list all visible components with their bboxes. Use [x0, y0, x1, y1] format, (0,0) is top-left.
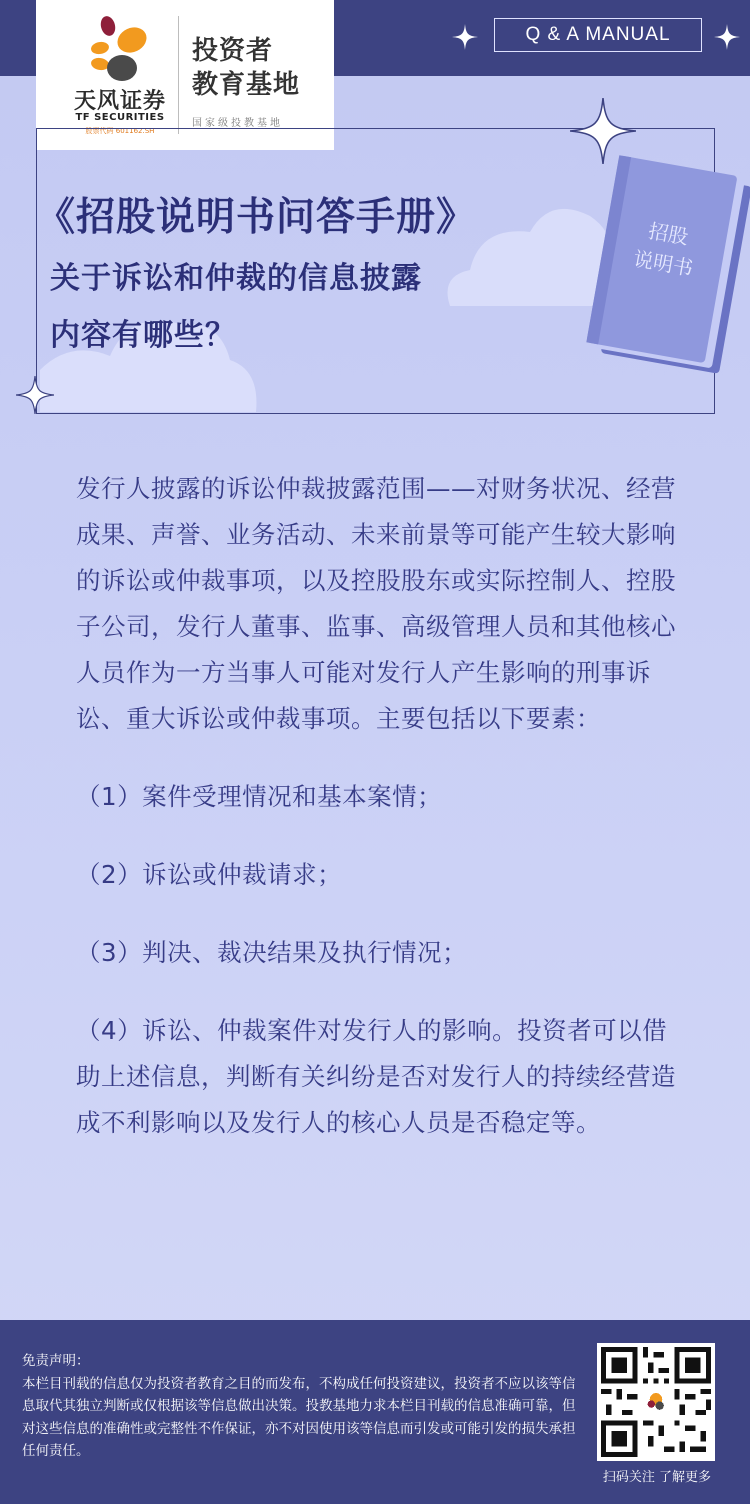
disclaimer-text: 本栏目刊载的信息仅为投资者教育之目的而发布，不构成任何投资建议，投资者不应以该等信息取代其独立判断或仅根据该等信息做出决策。投教基地力求本栏目刊载的信息准确可靠，但对这些信息的准确性或完整性不作保证，亦不对因使用该等信息而引发或可能引发的损失承担任何责任。 — [22, 1375, 576, 1459]
logo-divider — [178, 16, 179, 134]
stock-code: 股票代码 601162.SH — [85, 127, 155, 135]
book-label-line1: 招股 — [646, 218, 691, 250]
brand-name-cn: 天风证券 — [73, 89, 166, 114]
answer-content — [76, 466, 676, 1178]
answer-item-2: （2）诉讼或仲裁请求； — [76, 860, 343, 889]
sparkle-icon — [16, 376, 54, 414]
base-title-line1: 投资者 — [192, 36, 274, 66]
brand-name-en: TF SECURITIES — [75, 112, 165, 123]
qr-code-icon — [601, 1347, 711, 1457]
disclaimer — [22, 1350, 582, 1463]
qa-manual-tag: Q & A MANUAL — [494, 18, 702, 52]
book-label-line2: 说明书 — [631, 246, 695, 281]
base-title-line2: 教育基地 — [192, 70, 301, 100]
answer-intro: 发行人披露的诉讼仲裁披露范围——对财务状况、经营成果、声誉、业务活动、未来前景等可能产生较大影响的诉讼或仲裁事项，以及控股股东或实际控制人、控股子公司，发行人董事、监事、高级管理人员和其他核心人员作为一方当事人可能对发行人产生影响的刑事诉讼、重大诉讼或仲裁事项。主要包括以下要素： — [76, 474, 676, 733]
prospectus-book-icon — [560, 150, 750, 390]
education-base-title — [192, 34, 328, 102]
question-line1: 关于诉讼和仲裁的信息披露 — [50, 261, 422, 296]
answer-item-1: （1）案件受理情况和基本案情； — [76, 782, 443, 811]
sparkle-icon — [714, 24, 740, 50]
sparkle-icon — [452, 24, 478, 50]
disclaimer-title: 免责声明： — [22, 1353, 90, 1369]
tf-flower-logo-icon — [86, 14, 152, 84]
answer-item-4: （4）诉讼、仲裁案件对发行人的影响。投资者可以借助上述信息，判断有关纠纷是否对发行人的持续经营造成不利影响以及发行人的核心人员是否稳定等。 — [76, 1016, 676, 1137]
answer-item-3: （3）判决、裁决结果及执行情况； — [76, 938, 468, 967]
manual-title: 《招股说明书问答手册》 — [36, 195, 477, 240]
qr-caption: 扫码关注 了解更多 — [602, 1470, 712, 1485]
education-base-subtitle: 国家级投教基地 — [192, 118, 283, 129]
question-heading — [50, 250, 550, 364]
question-line2: 内容有哪些？ — [50, 318, 236, 353]
qr-code[interactable] — [597, 1343, 715, 1461]
